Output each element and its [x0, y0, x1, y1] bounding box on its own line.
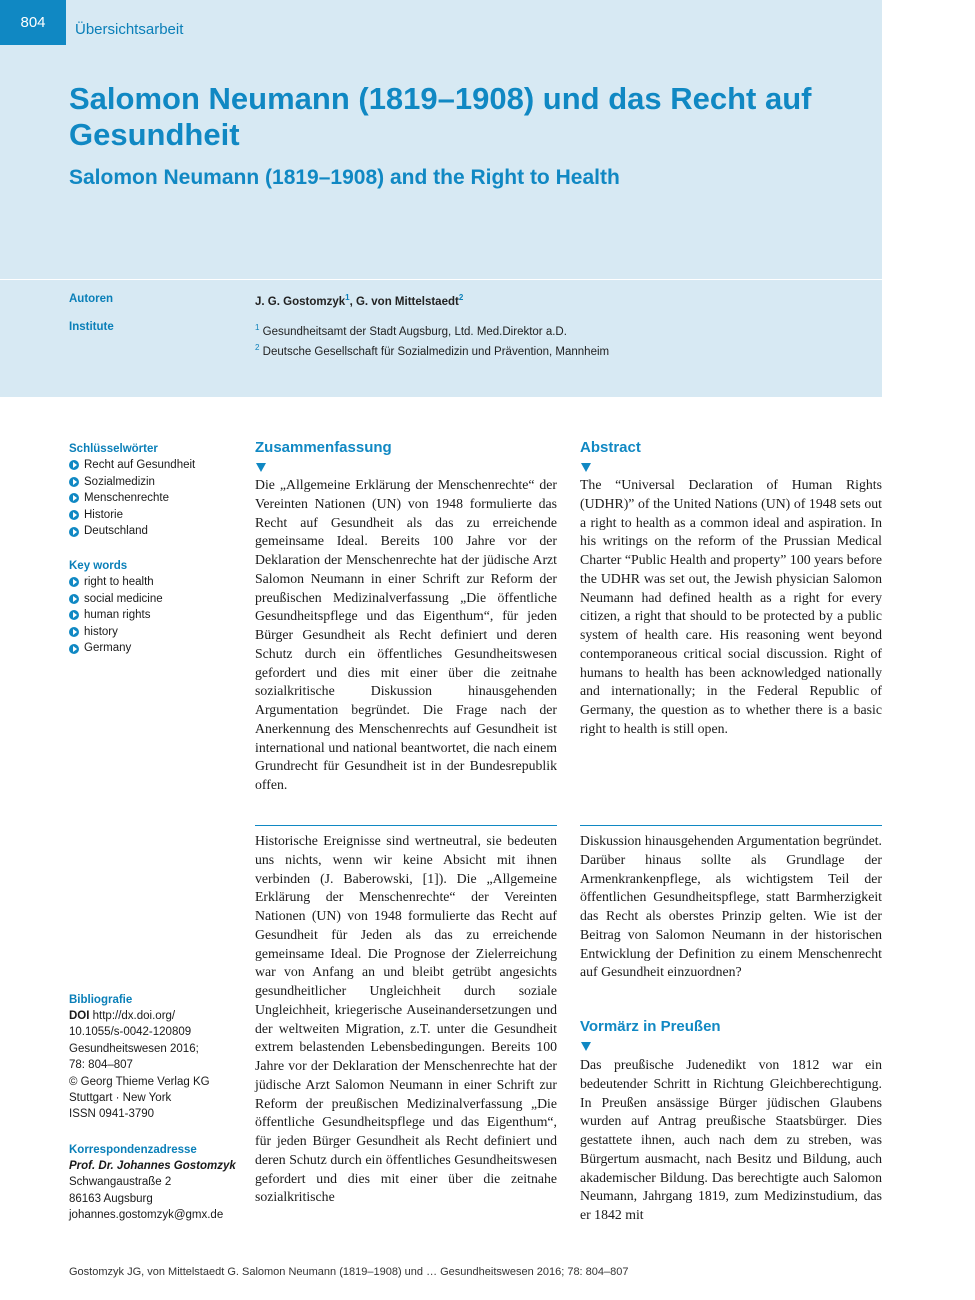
- affiliation-marker: 1: [255, 323, 260, 332]
- keyword-item: [69, 474, 239, 491]
- abstract-text: The “Universal Declaration of Human Rights (UDHR)” of the United Nations (UN) of 1948 sets out a right to health as a common ideal and aspiration. In his writings on the reform of the Prussian Medical Charter “Public Health and property” 100 years before the UDHR was set out, the Jewish physician Salomon Neumann had defined health as a right for every citizen, a right that should to be protected by a public system of health care. His reasoning went beyond contemporaneous critical social discussion. Right of humans to health has been acknowledged nationally and internationally; in the Federal Republic of Germany, the question as to whether there is a basic right to health is still open.: [580, 477, 882, 736]
- arrow-bullet-icon: [69, 527, 79, 537]
- correspondence-heading: Korrespondenzadresse: [69, 1144, 197, 1156]
- correspondence-email[interactable]: johannes.gostomzyk@gmx.de: [69, 1209, 224, 1222]
- correspondence-street: Schwangaustraße 2: [69, 1176, 172, 1189]
- column-rule: [255, 825, 557, 826]
- affiliation-marker: 1: [345, 293, 350, 302]
- keyword-text: social medicine: [84, 592, 163, 605]
- arrow-bullet-icon: [69, 493, 79, 503]
- correspondence-address: [69, 1142, 239, 1224]
- arrow-bullet-icon: [69, 644, 79, 654]
- column-rule: [580, 825, 882, 826]
- arrow-bullet-icon: [69, 510, 79, 520]
- issn-line: ISSN 0941-3790: [69, 1108, 155, 1121]
- keyword-item: [69, 607, 239, 624]
- triangle-down-icon: [581, 463, 591, 472]
- vormaerz-heading: Vormärz in Preußen: [580, 1018, 721, 1035]
- author-separator: ,: [349, 295, 356, 308]
- arrow-bullet-icon: [69, 477, 79, 487]
- doi-number: 10.1055/s-0042-120809: [69, 1026, 192, 1039]
- correspondence-name: Prof. Dr. Johannes Gostomzyk: [69, 1160, 236, 1172]
- bibliography: [69, 992, 239, 1123]
- triangle-down-icon: [581, 1042, 591, 1051]
- triangle-down-icon: [256, 463, 266, 472]
- zusammenfassung-heading: Zusammenfassung: [255, 439, 392, 456]
- keyword-item: [69, 523, 239, 540]
- page-number: 804: [0, 0, 66, 45]
- arrow-bullet-icon: [69, 594, 79, 604]
- copyright-line: © Georg Thieme Verlag KG: [69, 1075, 210, 1088]
- keyword-text: Menschenrechte: [84, 492, 170, 505]
- keyword-item: [69, 574, 239, 591]
- keyword-text: history: [84, 625, 118, 638]
- author-name: G. von Mittelstaedt: [355, 295, 459, 308]
- authors-label: Autoren: [69, 293, 114, 305]
- keywords-english-heading: Key words: [69, 560, 128, 572]
- keywords-german-heading: Schlüsselwörter: [69, 443, 158, 455]
- arrow-bullet-icon: [69, 610, 79, 620]
- keyword-item: [69, 640, 239, 657]
- article-title-german: Salomon Neumann (1819–1908) und das Recht auf Gesundheit: [69, 81, 812, 152]
- body-column-1: Historische Ereignisse sind wertneutral, sie bedeuten uns nichts, wenn wir keine Absicht mit ihnen verbinden (J. Baberowski, [1]). Die „Allgemeine Erklärung der Menschenrechte“ der Vereinten Nationen (UN) von 1948 formulierte das Recht auf Gesundheit für Jeden als das zu erreichende gemeinsame Ideal. Die Prognose der Zielerreichung war von Anfang an und bleibt getrübt angesichts gesundheitlicher Ungleichheit durch soziale Ungleichheit, kriegerische Auseinandersetzungen und der weltweiten Migration, z.T. unter die Gesundheit extrem belastenden Lebensbedingungen. Bereits 100 Jahre vor der Deklaration der Menschenrechte hat der jüdische Arzt Salomon Neumann in einer Schrift zur Reform der preußischen Medizinalverfassung „Die öffentliche Gesundheitspflege und das Eigenthum“, für jeden Bürger Gesundheit als Recht definiert und deren Schutz durch ein öffentliches Gesundheitswesen gefordert und dies mit einer über die zeitnahe sozialkritische: [255, 833, 557, 1205]
- doi-line: [69, 1008, 239, 1024]
- keyword-text: Sozialmedizin: [84, 475, 155, 488]
- vormaerz-text: Das preußische Judenedikt von 1812 war ein bedeutender Schritt in Richtung Gleichberechtigung. In Preußen ansässige Bürger jüdischen Glaubens wurden auf Antrag preußische Staatsbürger. Dies gestattete ihnen, auch nach dem zu streben, was Bürgertum ausmacht, nach Besitz und Bildung, auch akademischer Bildung. Das berechtigte auch Salomon Neumann, Jahrgang 1819, zum Medizinstudium, das er 1842 mit: [580, 1057, 882, 1222]
- abstract-heading: Abstract: [580, 439, 641, 456]
- section-label: Übersichtsarbeit: [75, 21, 184, 38]
- arrow-bullet-icon: [69, 627, 79, 637]
- bibliography-heading: Bibliografie: [69, 994, 133, 1006]
- keywords-german: [69, 441, 239, 540]
- affiliation-marker: 2: [255, 342, 260, 352]
- keyword-item: [69, 624, 239, 641]
- body-column-2: Diskussion hinausgehenden Argumentation begründet. Darüber hinaus sollte als Grundlage der Armenkrankenpflege, als wichtigstem Teil der öffentlichen Gesundheitspflege, statt Barmherzigkeit das Recht als oberstes Prinzip gelten. Wie ist der Beitrag von Salomon Neumann in der historischen Entwicklung der Definition zu einem Menschenrecht auf Gesundheit einzuordnen?: [580, 833, 882, 980]
- keywords-english: [69, 558, 239, 657]
- keyword-text: Germany: [84, 642, 132, 655]
- arrow-bullet-icon: [69, 577, 79, 587]
- affiliation-marker: 2: [458, 293, 464, 302]
- footer-citation: Gostomzyk JG, von Mittelstaedt G. Salomon Neumann (1819–1908) und … Gesundheitswesen 2016; 78: 804–807: [69, 1266, 629, 1278]
- keyword-item: [69, 507, 239, 524]
- doi-url[interactable]: http://dx.doi.org/: [89, 1010, 176, 1022]
- keyword-text: human rights: [84, 609, 151, 622]
- arrow-bullet-icon: [69, 460, 79, 470]
- doi-label: DOI: [69, 1010, 90, 1022]
- header-divider: [0, 279, 882, 280]
- article-title-english: Salomon Neumann (1819–1908) and the Right to Health: [69, 166, 620, 189]
- institutes-list: [255, 320, 609, 360]
- institute-item: [255, 320, 609, 340]
- zusammenfassung-text: Die „Allgemeine Erklärung der Menschenrechte“ der Vereinten Nationen (UN) von 1948 formulierte das Recht auf Gesundheit als das zu erreichende gemeinsame Ideal. Bereits 100 Jahre vor der Deklaration der Menschenrechte hat der jüdische Arzt Salomon Neumann in einer Schrift zur Reform der preußischen Medizinalverfassung „Die öffentliche Gesundheitspflege und das Eigenthum“, für jeden Bürger Gesundheit als Recht definiert und deren Schutz durch ein öffentliches Gesundheitswesen gefordert und dies mit einer über die zeitnahe sozialkritische Diskussion hinausgehenden Argumentation begründet. Die Frage nach der Anerkennung des Menschenrechts auf Gesundheit ist international und national beantwortet, die nach einem Grundrecht für Gesundheit ist in der Bundesrepublik offen.: [255, 477, 557, 792]
- correspondence-city: 86163 Augsburg: [69, 1192, 153, 1205]
- journal-line: Gesundheitswesen 2016;: [69, 1042, 199, 1055]
- keyword-text: Recht auf Gesundheit: [84, 459, 196, 471]
- authors-list: [255, 293, 463, 308]
- volume-pages: 78: 804–807: [69, 1059, 133, 1072]
- keyword-item: [69, 591, 239, 608]
- publisher-location: Stuttgart · New York: [69, 1092, 172, 1105]
- keyword-text: right to health: [84, 576, 154, 588]
- keyword-item: [69, 490, 239, 507]
- keyword-text: Historie: [84, 508, 123, 521]
- institute-name: Gesundheitsamt der Stadt Augsburg, Ltd. Med.Direktor a.D.: [262, 325, 567, 338]
- keyword-item: [69, 457, 239, 474]
- keyword-text: Deutschland: [84, 525, 148, 538]
- institutes-label: Institute: [69, 321, 114, 333]
- author-name: J. G. Gostomzyk: [255, 295, 346, 308]
- institute-item: [255, 340, 609, 360]
- institute-name: Deutsche Gesellschaft für Sozialmedizin und Prävention, Mannheim: [262, 345, 610, 358]
